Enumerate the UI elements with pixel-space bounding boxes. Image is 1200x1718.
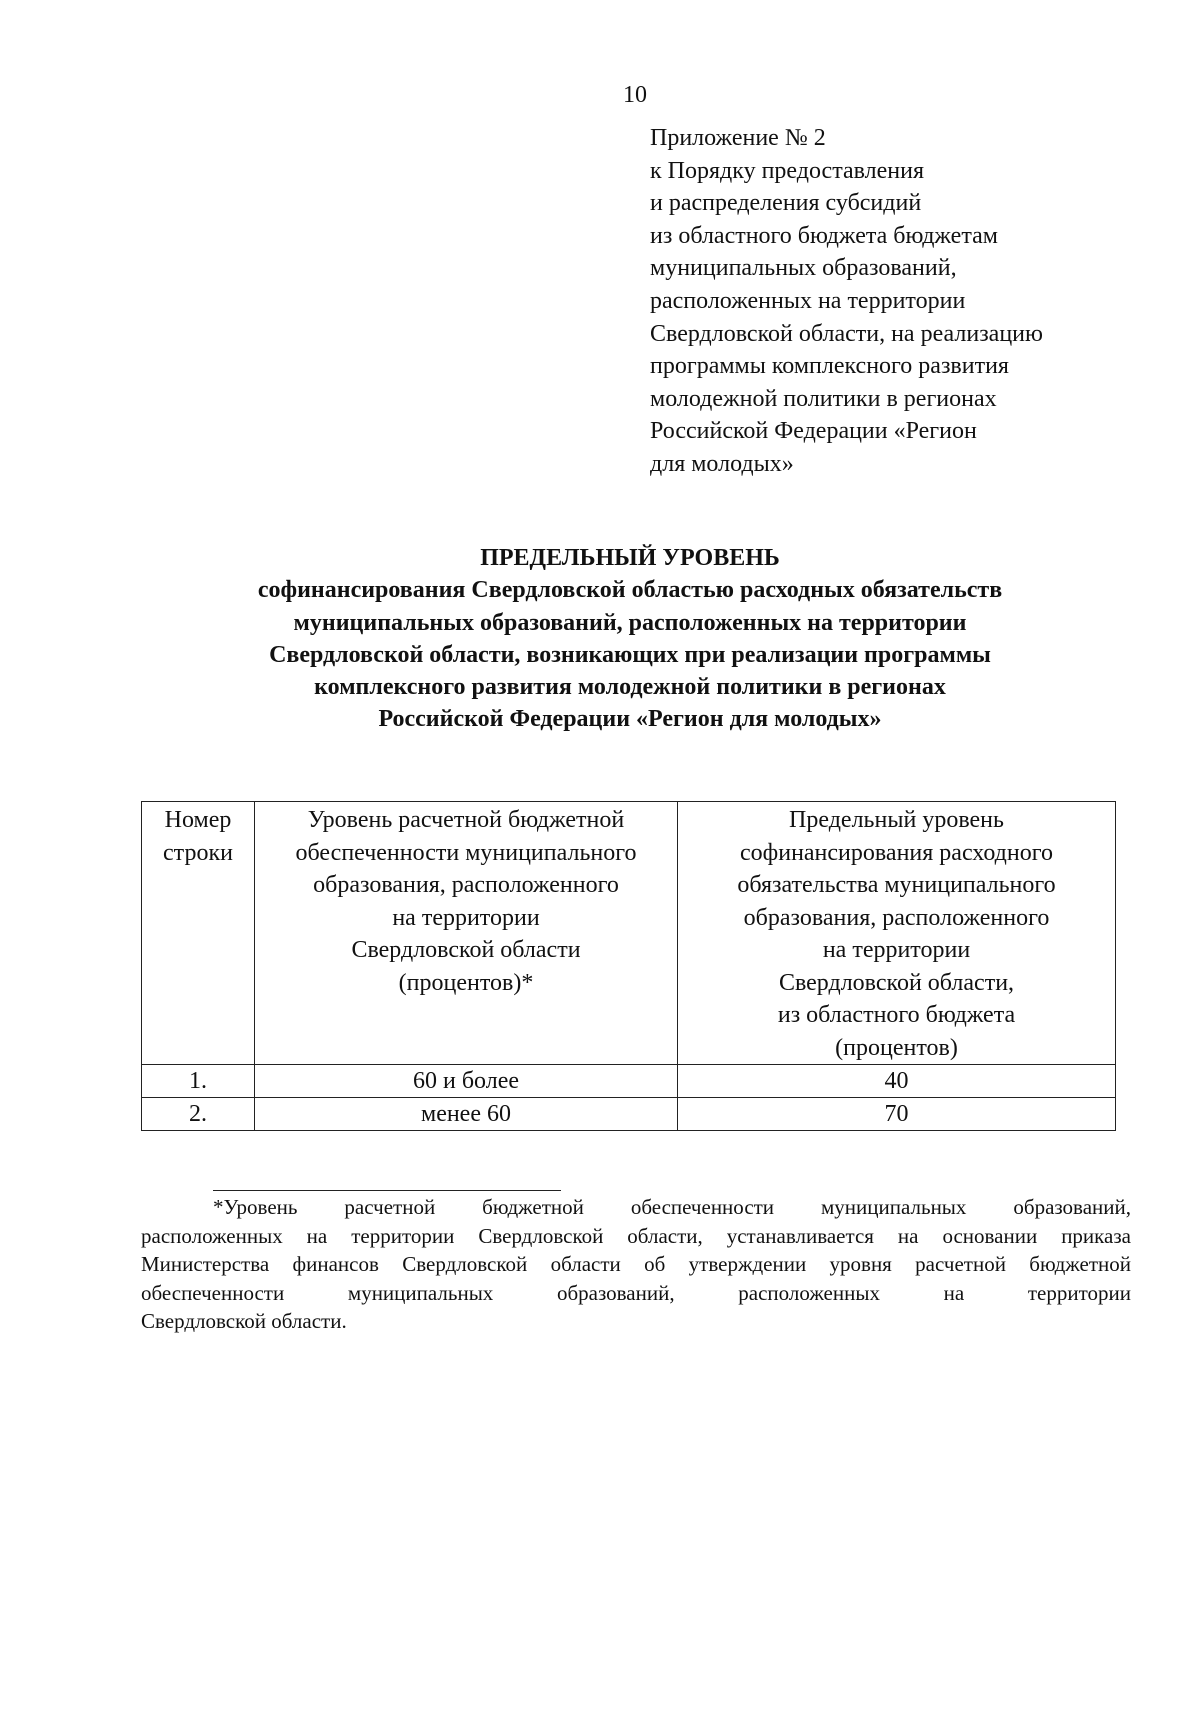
header-line: на территории: [392, 904, 540, 931]
footnote-line: обеспеченности муниципальных образований, расположенных на территории: [141, 1280, 1131, 1305]
appendix-reference: [650, 122, 1170, 481]
cofinancing-limit-cell: 70: [678, 1098, 1116, 1131]
title-heading: ПРЕДЕЛЬНЫЙ УРОВЕНЬ: [480, 545, 780, 571]
budget-level-cell: 60 и более: [255, 1065, 678, 1098]
header-line: (процентов)*: [398, 969, 534, 996]
title-line: Российской Федерации «Регион для молодых»: [378, 706, 882, 733]
header-line: образования, расположенного: [743, 904, 1050, 931]
appendix-line: программы комплексного развития: [650, 353, 1009, 380]
footnote: [141, 1193, 1131, 1336]
title-line: софинансирования Свердловской областью расходных обязательств: [257, 577, 1003, 604]
header-line: (процентов): [835, 1034, 958, 1061]
table-row: [142, 1065, 1116, 1098]
footnote-line: Министерства финансов Свердловской области об утверждении уровня расчетной бюджетной: [141, 1252, 1131, 1277]
header-budget-level: [255, 802, 678, 1065]
title-line: муниципальных образований, расположенных на территории: [293, 609, 967, 636]
cofinancing-table: [141, 801, 1116, 1131]
header-line: обязательства муниципального: [737, 872, 1056, 898]
budget-level-cell: менее 60: [255, 1098, 678, 1131]
footnote-line: Свердловской области.: [141, 1309, 347, 1334]
header-line: на территории: [822, 937, 971, 963]
header-line: строки: [163, 839, 233, 866]
appendix-line: Российской Федерации «Регион: [650, 418, 977, 445]
footnote-line: расположенных на территории Свердловской области, устанавливается на основании приказа: [141, 1223, 1131, 1248]
document-title: [130, 542, 1130, 736]
appendix-line: Приложение № 2: [650, 125, 826, 151]
title-line: комплексного развития молодежной политики в регионах: [314, 674, 946, 701]
appendix-line: муниципальных образований,: [650, 255, 957, 282]
row-number-cell: 1.: [142, 1065, 255, 1098]
page-number: 10: [623, 82, 647, 108]
appendix-line: расположенных на территории: [650, 287, 966, 314]
appendix-line: из областного бюджета бюджетам: [650, 222, 998, 249]
header-line: Предельный уровень: [789, 807, 1004, 833]
table-header-row: [142, 802, 1116, 1065]
footnote-divider: [213, 1190, 561, 1191]
header-row-number: [142, 802, 255, 1065]
header-line: Уровень расчетной бюджетной: [307, 807, 625, 833]
header-line: Свердловской области: [351, 937, 581, 963]
header-line: образования, расположенного: [313, 872, 619, 898]
appendix-line: и распределения субсидий: [650, 190, 922, 217]
header-line: из областного бюджета: [777, 1002, 1016, 1028]
appendix-line: к Порядку предоставления: [650, 157, 925, 184]
footnote-line: *Уровень расчетной бюджетной обеспеченности муниципальных образований,: [213, 1195, 1131, 1219]
header-line: софинансирования расходного: [740, 839, 1053, 866]
table-row: [142, 1098, 1116, 1131]
cofinancing-limit-cell: 40: [678, 1065, 1116, 1098]
title-line: Свердловской области, возникающих при реализации программы: [269, 641, 991, 668]
header-line: Номер: [164, 807, 232, 833]
row-number-cell: 2.: [142, 1098, 255, 1131]
appendix-line: для молодых»: [650, 450, 794, 477]
header-line: обеспеченности муниципального: [295, 839, 637, 866]
appendix-line: Свердловской области, на реализацию: [650, 320, 1043, 347]
header-line: Свердловской области,: [778, 969, 1015, 996]
header-cofinancing-limit: [678, 802, 1116, 1065]
appendix-line: молодежной политики в регионах: [650, 385, 997, 412]
